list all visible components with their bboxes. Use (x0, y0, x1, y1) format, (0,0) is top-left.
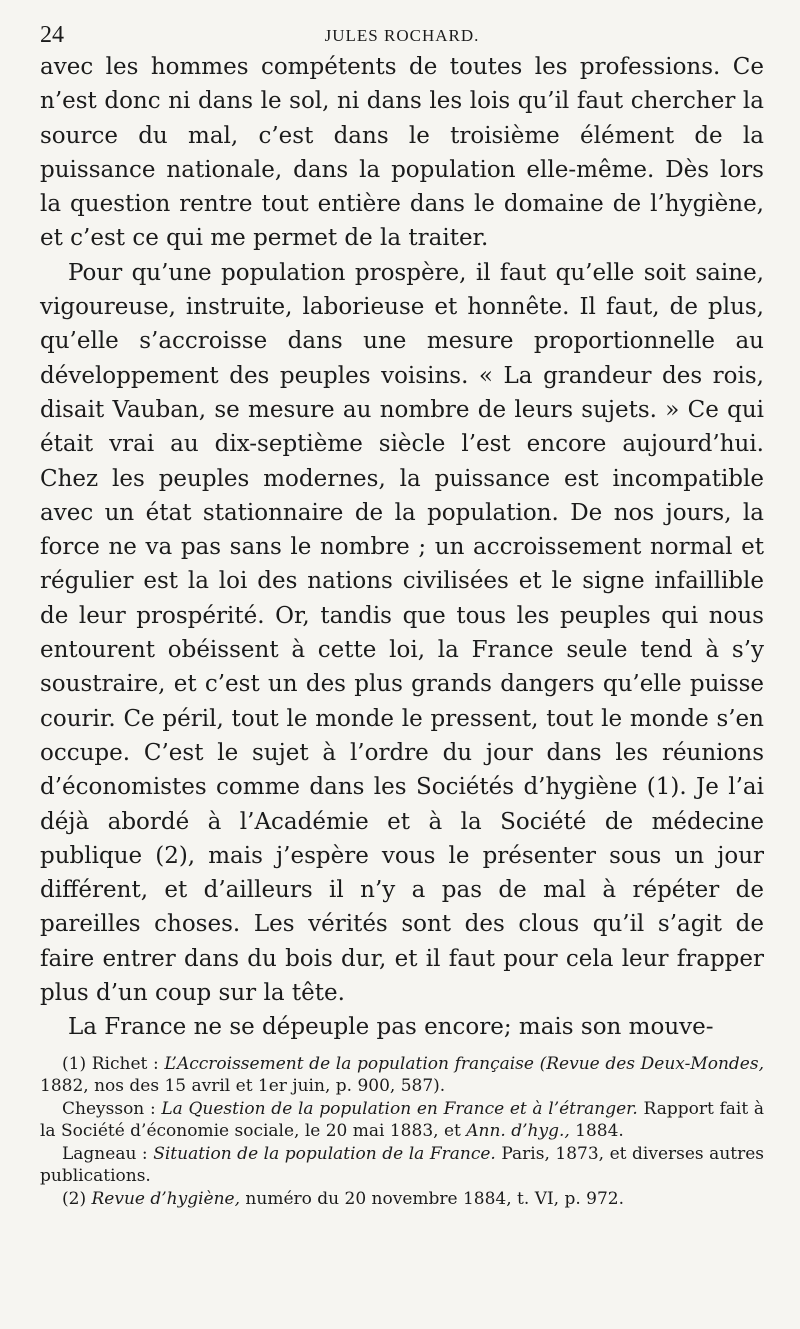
footnote-1b-journal: Ann. d’hyg., (466, 1121, 570, 1142)
footnote-1-title: L’Accroissement de la population française (164, 1053, 534, 1074)
footnote-2-title: Revue d’hygiène, (91, 1188, 241, 1209)
page-header (40, 12, 764, 50)
paragraph-1: avec les hommes compétents de toutes les professions. Ce n’est donc ni dans le sol, ni dans les lois qu’il faut chercher la source du mal, c’est dans le troisième élément de la puissance nationale, dans la population elle-même. Dès lors la question rentre tout entière dans le domaine de l’hygiène, et c’est ce qui me permet de la traiter. (40, 54, 764, 252)
footnote-2-details: numéro du 20 novembre 1884, t. VI, p. 972. (245, 1188, 625, 1209)
footnote-1b-title: La Question de la population en France et à l’étranger. (161, 1098, 638, 1119)
footnote-1b-year: 1884. (575, 1121, 624, 1142)
page-number: 24 (40, 22, 64, 48)
footnotes (40, 1053, 764, 1211)
footnote-1b-details: Rapport fait à la Société d’économie sociale, le 20 mai 1883, et (40, 1098, 765, 1142)
footnote-1c-details: Paris, 1873, et diverses autres publications. (40, 1143, 765, 1187)
footnote-1-source: (Revue des Deux-Mondes, (539, 1053, 764, 1074)
footnote-1c-title: Situation de la population de la France. (153, 1143, 496, 1164)
footnote-1c (40, 1143, 764, 1188)
paragraph-3: La France ne se dépeuple pas encore; mais son mouve- (68, 1014, 714, 1041)
running-head: JULES ROCHARD. (324, 26, 480, 45)
footnote-2-number: (2) (62, 1188, 87, 1209)
footnote-1b (40, 1098, 764, 1143)
paragraph-2: Pour qu’une population prospère, il faut qu’elle soit saine, vigoureuse, instruite, laborieuse et honnête. Il faut, de plus, qu’elle s’accroisse dans une mesure proportionnelle au développement des peuples voisins. « La grandeur des rois, disait Vauban, se mesure au nombre de leurs sujets. » Ce qui était vrai au dix-septième siècle l’est encore aujourd’hui. Chez les peuples modernes, la puissance est incompatible avec un état stationnaire de la population. De nos jours, la force ne va pas sans le nombre ; un accroissement normal et régulier est la loi des nations civilisées et le signe infaillible de leur prospérité. Or, tandis que tous les peuples qui nous entourent obéissent à cette loi, la France seule tend à s’y soustraire, et c’est un des plus grands dangers qu’elle puisse courir. Ce péril, tout le monde le pressent, tout le monde s’en occupe. C’est le sujet à l’ordre du jour dans les réunions d’économistes comme dans les Sociétés d’hygiène (1). Je l’ai déjà abordé à l’Académie et à la Société de médecine publique (2), mais j’espère vous le présenter sous un jour différent, et d’ailleurs il n’y a pas de mal à répéter de pareilles choses. Les vérités sont des clous qu’il s’agit de faire entrer dans du bois dur, et il faut pour cela leur frapper plus d’un coup sur la tête. (40, 259, 764, 1007)
footnote-1-details: 1882, nos des 15 avril et 1er juin, p. 900, 587). (40, 1076, 446, 1097)
footnote-1b-author: Cheysson : (62, 1098, 156, 1119)
footnote-2 (40, 1188, 764, 1211)
footnote-1c-author: Lagneau : (62, 1143, 148, 1164)
footnote-1-author: Richet : (91, 1053, 159, 1074)
footnote-1-number: (1) (62, 1053, 87, 1074)
body-text (40, 50, 764, 1045)
footnote-1 (40, 1053, 764, 1098)
